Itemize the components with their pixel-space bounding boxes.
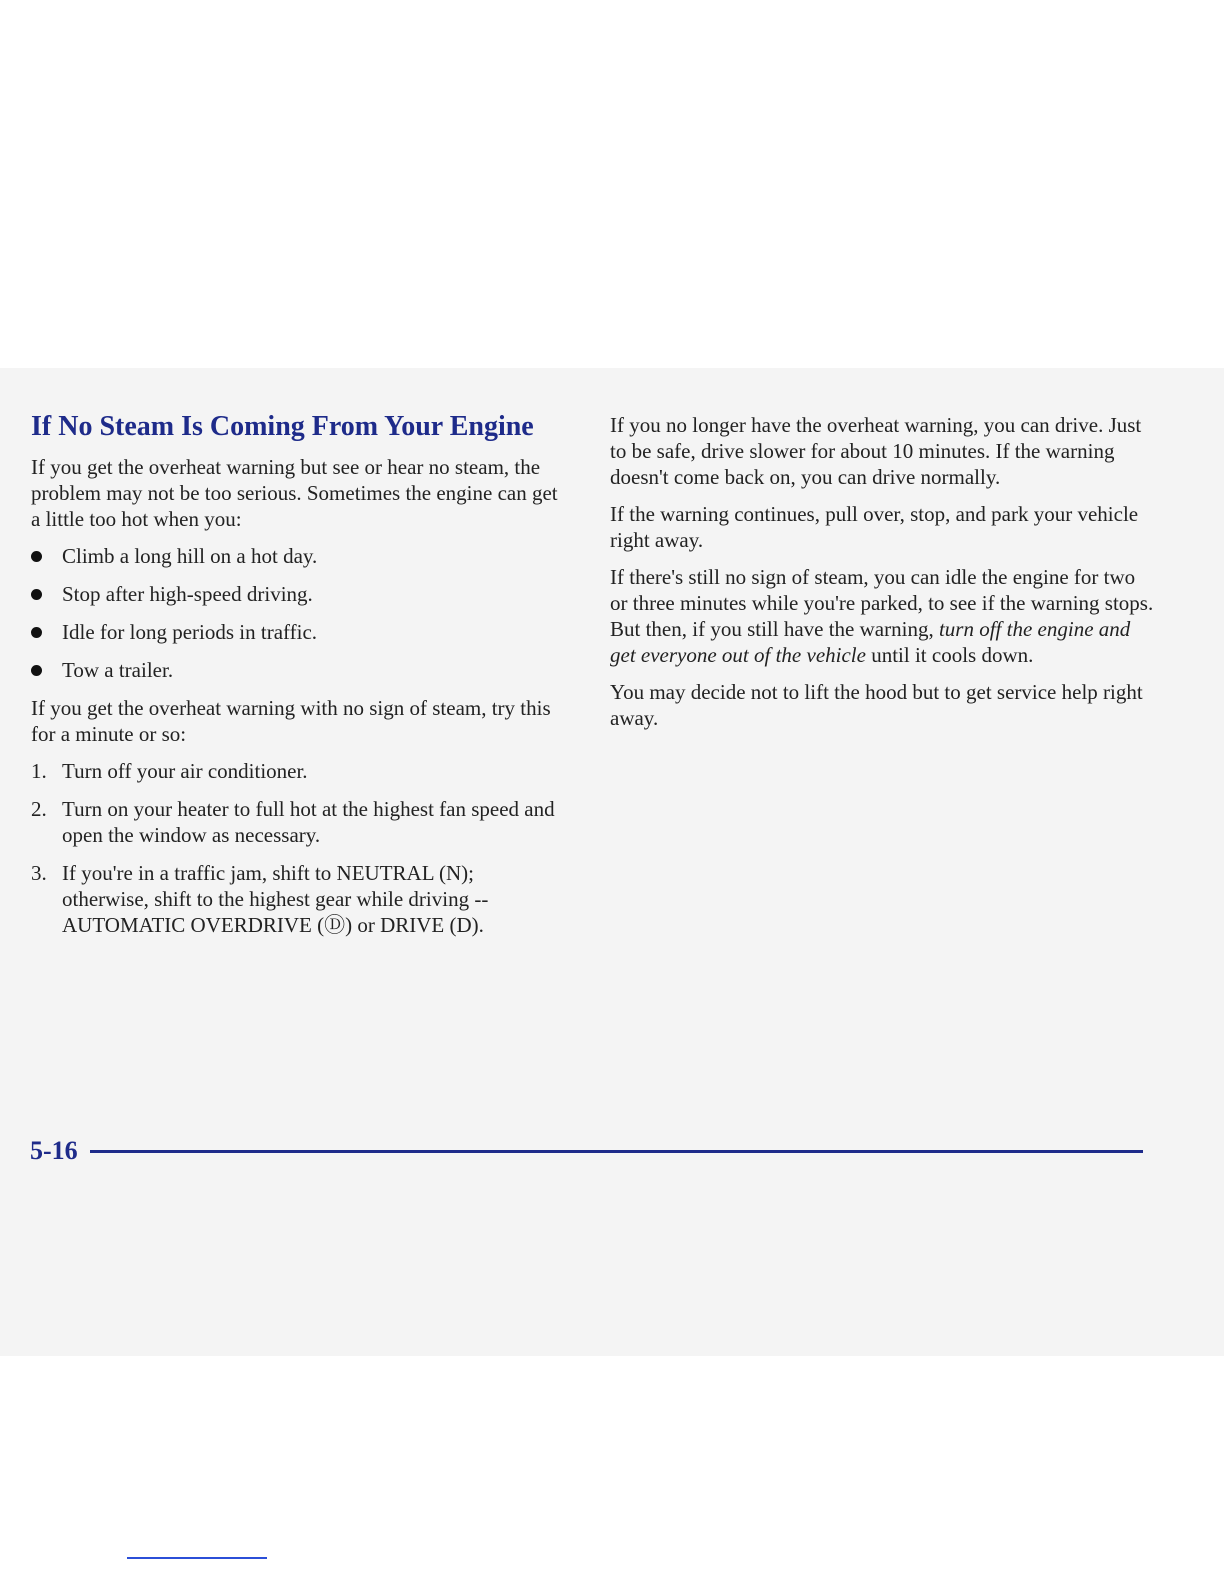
step-number: 2. (31, 797, 47, 821)
step-text: Turn on your heater to full hot at the highest fan speed and open the window as necessary. (62, 797, 555, 847)
middle-paragraph: If you get the overheat warning with no sign of steam, try this for a minute or so: (31, 696, 551, 746)
page-number: 5-16 (30, 1136, 78, 1165)
step-text: If you're in a traffic jam, shift to NEUTRAL (N); otherwise, shift to the highest gear while driving -- AUTOMATIC OVERDRIVE (Ⓓ) or DRIVE (D). (62, 861, 489, 937)
list-item (31, 619, 561, 645)
bottom-link-rule (127, 1557, 267, 1559)
bullet-text: Climb a long hill on a hot day. (62, 544, 318, 568)
cools-down-text: until it cools down. (871, 643, 1034, 667)
bullet-list (31, 543, 561, 683)
intro-paragraph: If you get the overheat warning but see or hear no steam, the problem may not be too serious. Sometimes the engine can get a little too hot when you: (31, 455, 558, 531)
bullet-text: Tow a trailer. (62, 658, 174, 682)
footer-rule (90, 1150, 1143, 1153)
section-heading: If No Steam Is Coming From Your Engine (31, 411, 534, 442)
list-item (31, 543, 561, 569)
bullet-icon (31, 627, 42, 638)
list-item (31, 758, 561, 784)
step-number: 1. (31, 759, 47, 783)
bullet-icon (31, 665, 42, 676)
paragraph-warning-continues: If the warning continues, pull over, stop, and park your vehicle right away. (610, 502, 1139, 552)
paragraph-service: You may decide not to lift the hood but to get service help right away. (610, 680, 1143, 730)
list-item (31, 657, 561, 683)
list-item (31, 581, 561, 607)
numbered-list (31, 758, 561, 938)
bullet-text: Idle for long periods in traffic. (62, 620, 318, 644)
no-steam-text: If there's still no sign of steam, you can idle the engine for two or three minutes while you're parked, to see if the warning stops. But then, if you still have the warning, (610, 565, 1154, 641)
italic-warning-text: turn off the engine and get everyone out of the vehicle (610, 617, 1131, 667)
paragraph-no-steam (610, 564, 1155, 668)
right-column (610, 412, 1155, 742)
bullet-icon (31, 589, 42, 600)
step-number: 3. (31, 861, 47, 885)
paragraph-overheat-gone: If you no longer have the overheat warning, you can drive. Just to be safe, drive slower for about 10 minutes. If the warning doesn't come back on, you can drive normally. (610, 413, 1142, 489)
step-text: Turn off your air conditioner. (62, 759, 308, 783)
list-item (31, 796, 561, 848)
bullet-icon (31, 551, 42, 562)
left-column (31, 410, 561, 950)
bullet-text: Stop after high-speed driving. (62, 582, 313, 606)
list-item (31, 860, 561, 938)
